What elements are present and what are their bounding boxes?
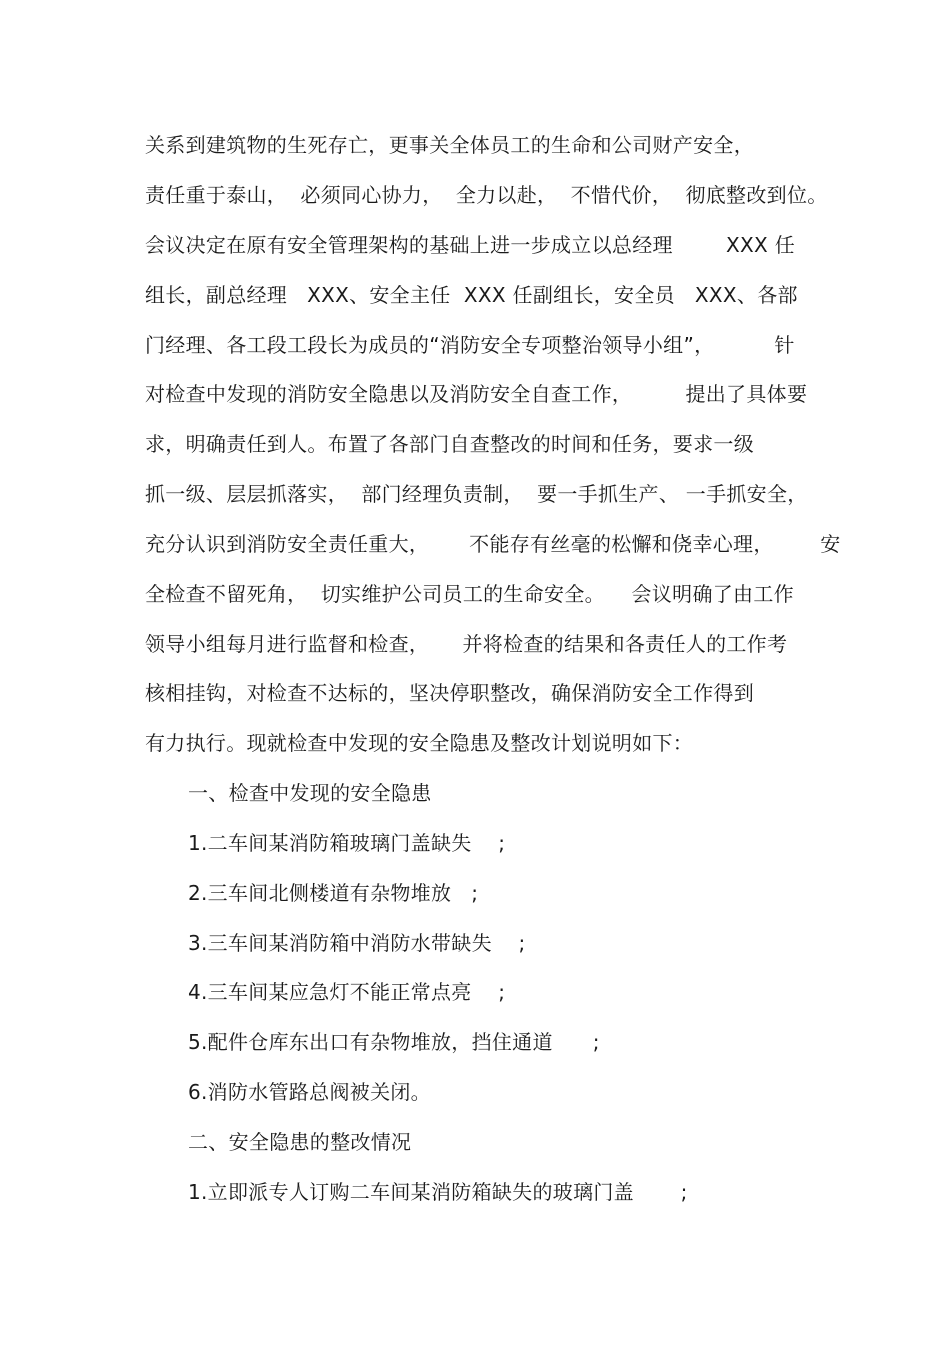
- section-heading-hazards: 一、检查中发现的安全隐患: [188, 781, 432, 805]
- body-line-11: 领导小组每月进行监督和检查， 并将检查的结果和各责任人的工作考: [145, 632, 788, 656]
- body-line-7: 求，明确责任到人。布置了各部门自查整改的时间和任务，要求一级: [145, 432, 754, 456]
- section-heading-rectification: 二、安全隐患的整改情况: [188, 1130, 412, 1154]
- body-line-10: 全检查不留死角， 切实维护公司员工的生命安全。 会议明确了由工作: [145, 582, 794, 606]
- hazard-item-4: 4.三车间某应急灯不能正常点亮 ;: [188, 980, 506, 1004]
- body-line-13: 有力执行。现就检查中发现的安全隐患及整改计划说明如下：: [145, 731, 694, 755]
- body-line-2: 责任重于泰山， 必须同心协力， 全力以赴， 不惜代价， 彻底整改到位。: [145, 183, 828, 207]
- hazard-item-1: 1.二车间某消防箱玻璃门盖缺失 ;: [188, 831, 506, 855]
- body-line-9: 充分认识到消防安全责任重大， 不能存有丝毫的松懈和侥幸心理， 安: [145, 532, 841, 556]
- body-line-4: 组长，副总经理 XXX、安全主任 XXX 任副组长，安全员 XXX、各部: [145, 283, 798, 307]
- hazard-item-3: 3.三车间某消防箱中消防水带缺失 ;: [188, 931, 526, 955]
- body-line-6: 对检查中发现的消防安全隐患以及消防安全自查工作， 提出了具体要: [145, 382, 808, 406]
- body-line-5: 门经理、各工段工段长为成员的“消防安全专项整治领导小组”， 针: [145, 333, 795, 357]
- body-line-8: 抓一级、层层抓落实， 部门经理负责制， 要一手抓生产、 一手抓安全，: [145, 482, 808, 506]
- rectification-item-1: 1.立即派专人订购二车间某消防箱缺失的玻璃门盖 ;: [188, 1180, 688, 1204]
- hazard-item-5: 5.配件仓库东出口有杂物堆放，挡住通道 ;: [188, 1030, 600, 1054]
- body-line-1: 关系到建筑物的生死存亡，更事关全体员工的生命和公司财产安全，: [145, 133, 754, 157]
- body-line-12: 核相挂钩，对检查不达标的，坚决停职整改，确保消防安全工作得到: [145, 681, 754, 705]
- body-line-3: 会议决定在原有安全管理架构的基础上进一步成立以总经理 XXX 任: [145, 233, 796, 257]
- hazard-item-2: 2.三车间北侧楼道有杂物堆放 ;: [188, 881, 479, 905]
- hazard-item-6: 6.消防水管路总阀被关闭。: [188, 1080, 431, 1104]
